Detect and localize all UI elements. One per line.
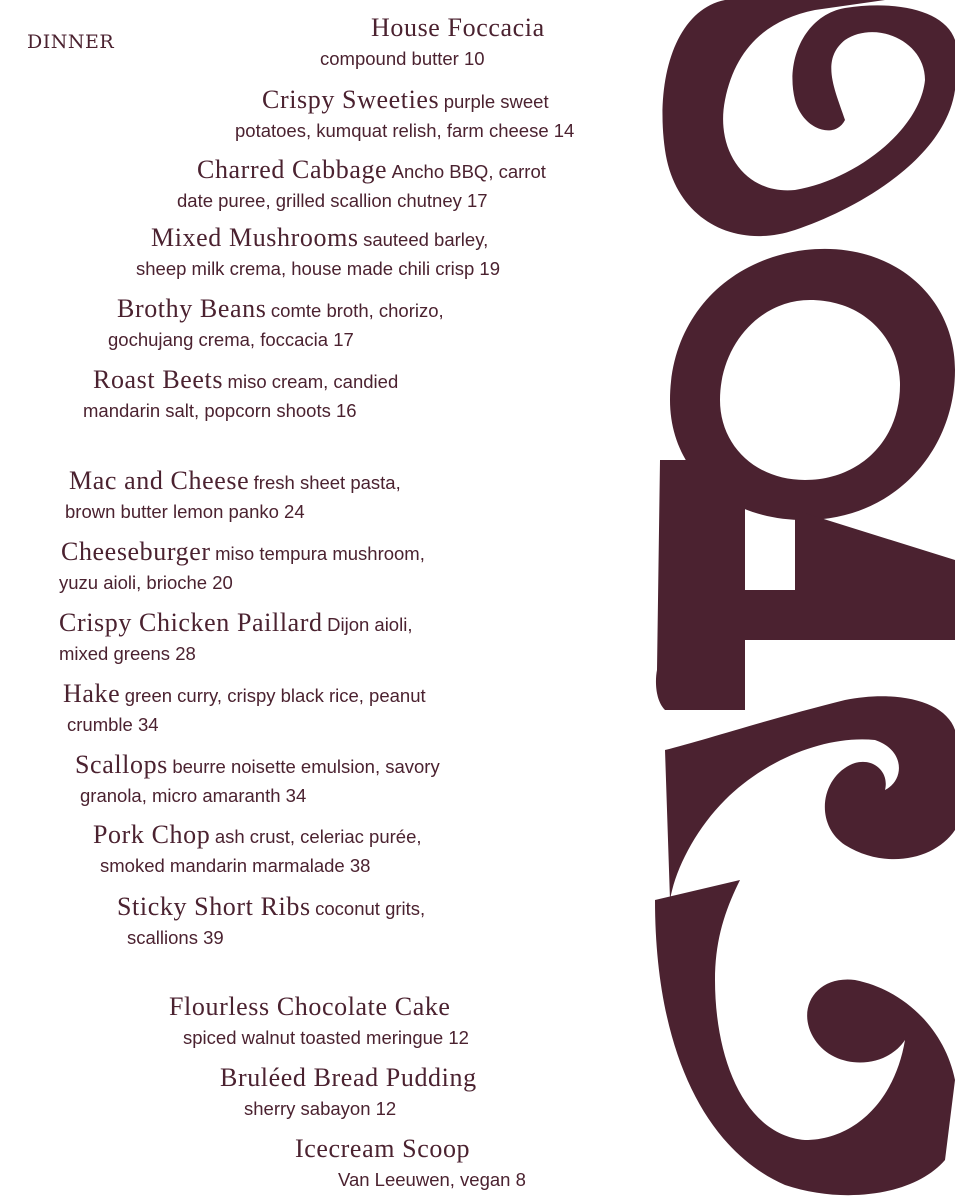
item-description-cont: yuzu aioli, brioche 20 <box>59 572 233 593</box>
item-description: beurre noisette emulsion, savory <box>172 756 440 777</box>
item-description: Ancho BBQ, carrot <box>391 161 546 182</box>
menu-item-scallops <box>75 751 440 810</box>
menu-item-crispy-sweeties <box>235 86 574 145</box>
item-description: sauteed barley, <box>363 229 489 250</box>
item-name: Hake <box>63 679 121 708</box>
item-name: Flourless Chocolate Cake <box>169 992 451 1021</box>
item-name: Charred Cabbage <box>197 155 388 184</box>
menu-item-icecream-scoop <box>295 1135 526 1194</box>
menu-item-brothy-beans <box>108 295 444 354</box>
item-name: Cheeseburger <box>61 537 211 566</box>
item-name: Sticky Short Ribs <box>117 892 311 921</box>
item-name: Mac and Cheese <box>69 466 250 495</box>
menu-item-charred-cabbage <box>177 156 546 215</box>
item-description-cont: smoked mandarin marmalade 38 <box>100 855 371 876</box>
menu-item-house-foccacia <box>320 14 545 73</box>
item-description: miso cream, candied <box>227 371 399 392</box>
item-name: Scallops <box>75 750 168 779</box>
item-description-cont: date puree, grilled scallion chutney 17 <box>177 190 488 211</box>
item-description-cont: sheep milk crema, house made chili crisp 19 <box>136 258 500 279</box>
menu-item-pork-chop <box>93 821 422 880</box>
item-description-cont: mixed greens 28 <box>59 643 196 664</box>
item-name: Mixed Mushrooms <box>151 223 359 252</box>
menu-item-bruleed-bread-pudding <box>220 1064 477 1123</box>
item-description-cont: granola, micro amaranth 34 <box>80 785 307 806</box>
item-name: Pork Chop <box>93 820 211 849</box>
item-name: Roast Beets <box>93 365 224 394</box>
item-name: Brothy Beans <box>117 294 267 323</box>
item-description: coconut grits, <box>315 898 426 919</box>
menu-item-flourless-chocolate-cake <box>169 993 469 1052</box>
item-name: Crispy Chicken Paillard <box>59 608 323 637</box>
item-name: Icecream Scoop <box>295 1134 471 1163</box>
item-description: Van Leeuwen, vegan 8 <box>338 1169 526 1190</box>
item-description-cont: crumble 34 <box>67 714 159 735</box>
item-description-cont: mandarin salt, popcorn shoots 16 <box>83 400 357 421</box>
item-description-cont: gochujang crema, foccacia 17 <box>108 329 354 350</box>
item-description: fresh sheet pasta, <box>253 472 401 493</box>
menu-item-mixed-mushrooms <box>136 224 500 283</box>
item-description: green curry, crispy black rice, peanut <box>124 685 426 706</box>
section-label-dinner: DINNER <box>27 31 115 53</box>
item-description-cont: scallions 39 <box>127 927 224 948</box>
item-description-cont: brown butter lemon panko 24 <box>65 501 305 522</box>
item-description: spiced walnut toasted meringue 12 <box>183 1027 469 1048</box>
item-description-cont: potatoes, kumquat relish, farm cheese 14 <box>235 120 575 141</box>
menu-item-cheeseburger <box>59 538 425 597</box>
menu-item-crispy-chicken-paillard <box>59 609 412 668</box>
item-description: miso tempura mushroom, <box>215 543 425 564</box>
menu-item-hake <box>63 680 426 739</box>
menu-item-sticky-short-ribs <box>117 893 425 952</box>
item-description: compound butter 10 <box>320 48 485 69</box>
item-name: House Foccacia <box>371 13 545 42</box>
item-name: Bruléed Bread Pudding <box>220 1063 477 1092</box>
item-name: Crispy Sweeties <box>262 85 440 114</box>
item-description: Dijon aioli, <box>327 614 413 635</box>
item-description: comte broth, chorizo, <box>270 300 444 321</box>
item-description: sherry sabayon 12 <box>244 1098 397 1119</box>
item-description: ash crust, celeriac purée, <box>214 826 422 847</box>
menu-item-mac-and-cheese <box>65 467 401 526</box>
brand-wordmark-art <box>645 0 955 1200</box>
menu-item-roast-beets <box>83 366 398 425</box>
item-description: purple sweet <box>443 91 549 112</box>
